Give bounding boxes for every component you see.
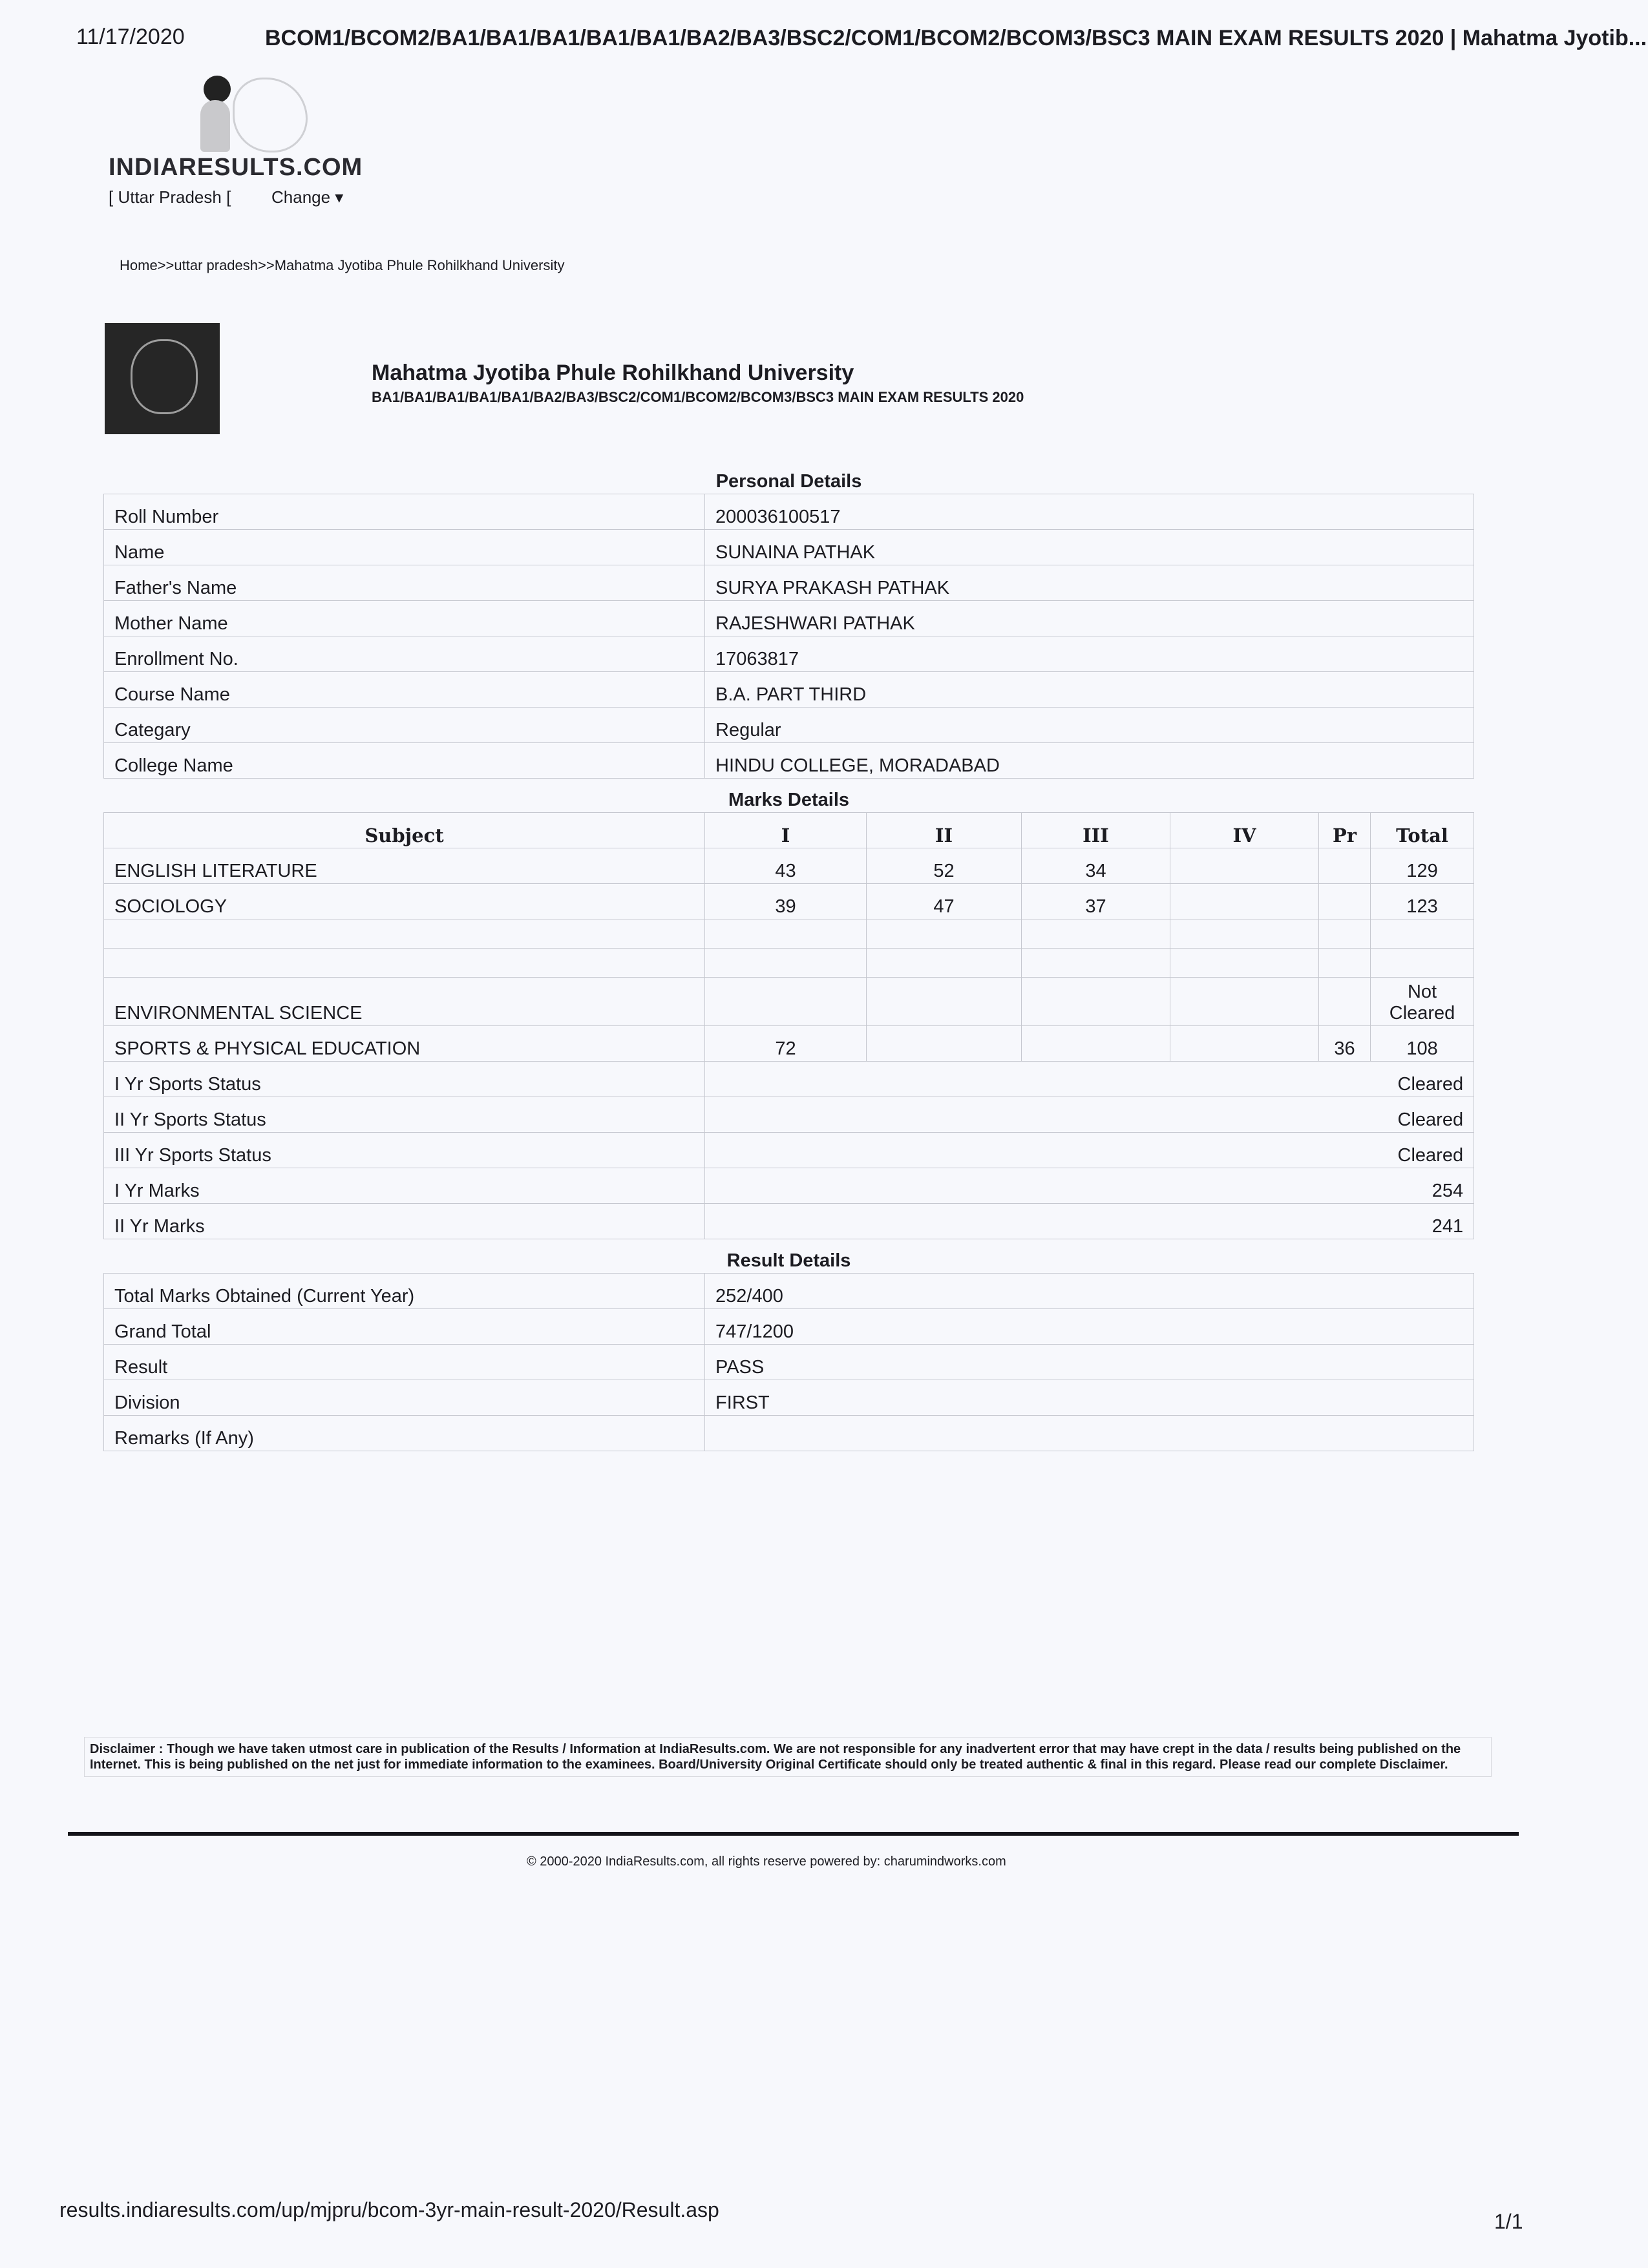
row-value: 200036100517 <box>705 494 1474 530</box>
row-value: 17063817 <box>705 636 1474 672</box>
exam-name: BA1/BA1/BA1/BA1/BA1/BA2/BA3/BSC2/COM1/BCOM2/BCOM3/BSC3 MAIN EXAM RESULTS 2020 <box>372 389 1024 405</box>
print-url: results.indiaresults.com/up/mjpru/bcom-3yr-main-result-2020/Result.asp <box>59 2198 719 2221</box>
mark-iii: 37 <box>1022 884 1170 919</box>
row-value: B.A. PART THIRD <box>705 672 1474 708</box>
row-value: Regular <box>705 708 1474 743</box>
col-pr: Pr <box>1319 813 1371 848</box>
row-value: 254 <box>705 1168 1474 1204</box>
university-emblem-icon <box>131 339 198 414</box>
print-title: BCOM1/BCOM2/BA1/BA1/BA1/BA1/BA1/BA2/BA3/BSC2/COM1/BCOM2/BCOM3/BSC3 MAIN EXAM RESULTS 2020 | Mahatma Jyotib... <box>265 26 1647 50</box>
marks-header-row <box>104 813 1474 848</box>
subject-name: SPORTS & PHYSICAL EDUCATION <box>104 1026 705 1062</box>
mark-i: 72 <box>705 1026 867 1062</box>
row-value: PASS <box>705 1345 1474 1380</box>
personal-details-heading: Personal Details <box>715 471 862 492</box>
row-value: RAJESHWARI PATHAK <box>705 601 1474 636</box>
footer-divider <box>68 1832 1519 1836</box>
mark-pr <box>1319 884 1371 919</box>
subject-name: ENGLISH LITERATURE <box>104 848 705 884</box>
table-row <box>104 1168 1474 1204</box>
university-logo <box>105 323 220 434</box>
col-subject: Subject <box>104 813 705 848</box>
row-label: Remarks (If Any) <box>104 1416 705 1451</box>
copyright: © 2000-2020 IndiaResults.com, all rights reserve powered by: charumindworks.com <box>527 1854 1006 1869</box>
table-row <box>104 1274 1474 1309</box>
row-value: Cleared <box>705 1062 1474 1097</box>
mark-pr <box>1319 848 1371 884</box>
table-row <box>104 1309 1474 1345</box>
table-row <box>104 1204 1474 1239</box>
table-row <box>104 1133 1474 1168</box>
subject-name: ENVIRONMENTAL SCIENCE <box>104 978 705 1026</box>
marks-details-heading: Marks Details <box>728 790 850 810</box>
table-row <box>104 848 1474 884</box>
table-row <box>104 672 1474 708</box>
mark-ii: 52 <box>867 848 1022 884</box>
table-row <box>104 884 1474 919</box>
col-ii: II <box>867 813 1022 848</box>
subject-name: SOCIOLOGY <box>104 884 705 919</box>
mark-total: 123 <box>1371 884 1474 919</box>
table-row <box>104 565 1474 601</box>
row-value: 747/1200 <box>705 1309 1474 1345</box>
mark-total: Not Cleared <box>1371 978 1474 1026</box>
row-label: Result <box>104 1345 705 1380</box>
row-label: Grand Total <box>104 1309 705 1345</box>
mark-i: 43 <box>705 848 867 884</box>
table-row <box>104 1026 1474 1062</box>
disclaimer: Disclaimer : Though we have taken utmost care in publication of the Results / Information at IndiaResults.com. We are not responsible for any inadvertent error that may have crept in the data / results being published on the Internet. This is being published on the net just for immediate information to the examinees. Board/University Original Certificate should only be treated authentic & final in this regard. Please read our complete Disclaimer. <box>84 1737 1492 1777</box>
university-name: Mahatma Jyotiba Phule Rohilkhand University <box>372 361 854 385</box>
row-label: I Yr Marks <box>104 1168 705 1204</box>
blank-row <box>104 949 1474 978</box>
mark-iv <box>1170 848 1319 884</box>
col-iv: IV <box>1170 813 1319 848</box>
print-date: 11/17/2020 <box>76 25 185 49</box>
change-state-link[interactable]: Change ▾ <box>271 187 344 207</box>
row-label: College Name <box>104 743 705 779</box>
row-value: Cleared <box>705 1097 1474 1133</box>
state-map-icon <box>233 78 308 152</box>
row-label: Mother Name <box>104 601 705 636</box>
row-label: III Yr Sports Status <box>104 1133 705 1168</box>
mark-ii: 47 <box>867 884 1022 919</box>
page-number: 1/1 <box>1494 2210 1523 2233</box>
site-brand[interactable]: INDIARESULTS.COM <box>109 154 363 181</box>
table-row <box>104 1380 1474 1416</box>
person-icon <box>204 76 231 103</box>
row-value: SUNAINA PATHAK <box>705 530 1474 565</box>
row-value: Cleared <box>705 1133 1474 1168</box>
row-label: Name <box>104 530 705 565</box>
mark-iii: 34 <box>1022 848 1170 884</box>
row-label: Division <box>104 1380 705 1416</box>
table-row <box>104 978 1474 1026</box>
table-row <box>104 1416 1474 1451</box>
row-label: II Yr Marks <box>104 1204 705 1239</box>
col-iii: III <box>1022 813 1170 848</box>
result-table <box>103 460 1474 1451</box>
table-row <box>104 601 1474 636</box>
col-i: I <box>705 813 867 848</box>
blank-row <box>104 919 1474 949</box>
table-row <box>104 743 1474 779</box>
table-row <box>104 1345 1474 1380</box>
row-value: FIRST <box>705 1380 1474 1416</box>
state-label: [ Uttar Pradesh [ <box>109 187 231 207</box>
table-row <box>104 530 1474 565</box>
table-row <box>104 1062 1474 1097</box>
row-label: Categary <box>104 708 705 743</box>
row-value: SURYA PRAKASH PATHAK <box>705 565 1474 601</box>
row-label: II Yr Sports Status <box>104 1097 705 1133</box>
table-row <box>104 636 1474 672</box>
result-details-heading: Result Details <box>726 1250 851 1271</box>
mark-total: 108 <box>1371 1026 1474 1062</box>
row-label: Father's Name <box>104 565 705 601</box>
row-value: HINDU COLLEGE, MORADABAD <box>705 743 1474 779</box>
row-label: Enrollment No. <box>104 636 705 672</box>
mark-pr: 36 <box>1319 1026 1371 1062</box>
row-value: 252/400 <box>705 1274 1474 1309</box>
row-label: Course Name <box>104 672 705 708</box>
mark-iv <box>1170 884 1319 919</box>
row-value <box>705 1416 1474 1451</box>
person-body-icon <box>200 100 230 152</box>
table-row <box>104 708 1474 743</box>
mark-i: 39 <box>705 884 867 919</box>
table-row <box>104 494 1474 530</box>
row-value: 241 <box>705 1204 1474 1239</box>
breadcrumb[interactable]: Home>>uttar pradesh>>Mahatma Jyotiba Phule Rohilkhand University <box>120 257 565 273</box>
row-label: Total Marks Obtained (Current Year) <box>104 1274 705 1309</box>
mark-total: 129 <box>1371 848 1474 884</box>
row-label: I Yr Sports Status <box>104 1062 705 1097</box>
table-row <box>104 1097 1474 1133</box>
row-label: Roll Number <box>104 494 705 530</box>
col-total: Total <box>1371 813 1474 848</box>
